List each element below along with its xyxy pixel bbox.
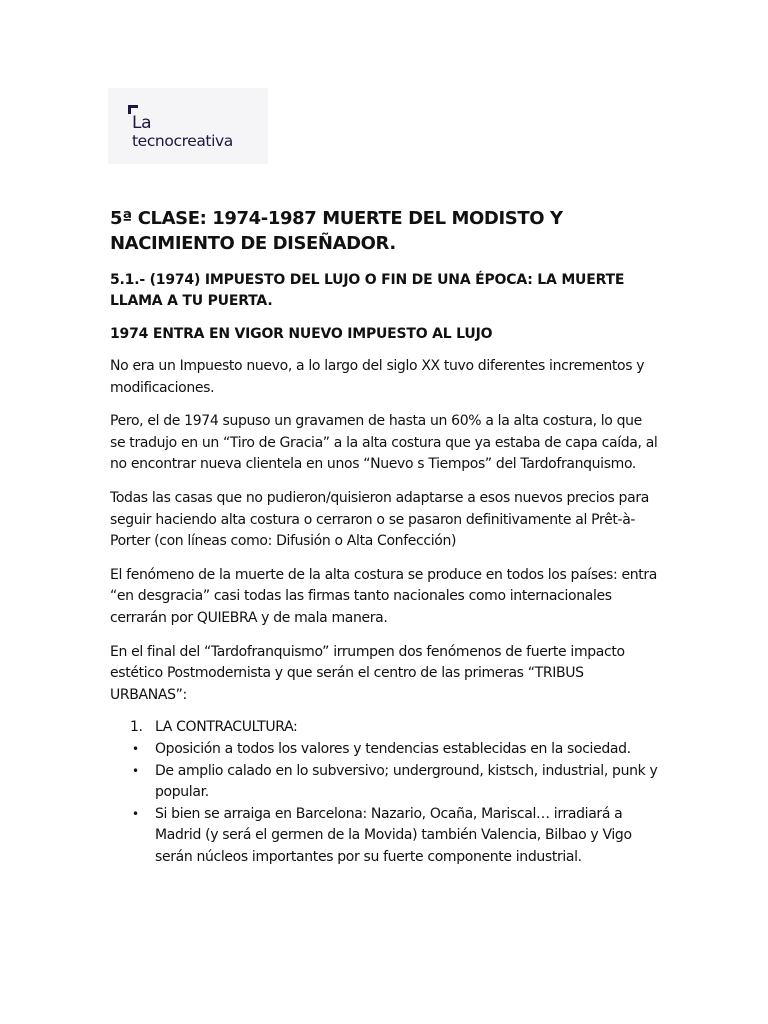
paragraph-3: Todas las casas que no pudieron/quisieron adaptarse a esos nuevos precios para seguir haciendo alta costura o cerraron o se pasaron definitivamente al Prêt-à-Porter (con líneas como: Difusión o Alta Confección) — [110, 489, 649, 550]
document-body — [110, 206, 660, 868]
section-heading: 5.1.- (1974) IMPUESTO DEL LUJO O FIN DE UNA ÉPOCA: LA MUERTE LLAMA A TU PUERTA. — [110, 272, 625, 309]
list-item — [110, 761, 660, 804]
company-logo — [108, 88, 268, 164]
paragraph-2: Pero, el de 1974 supuso un gravamen de hasta un 60% a la alta costura, lo que se tradujo en un “Tiro de Gracia” a la alta costura que ya estaba de capa caída, al no encontrar nueva clientela en unos “Nuevo s Tiempos” del Tardofranquismo. — [110, 413, 658, 473]
bullet-icon: • — [132, 741, 139, 756]
list-item-text: Si bien se arraiga en Barcelona: Nazario, Ocaña, Mariscal… irradiará a Madrid (y será el germen de la Movida) también Valencia, Bilbao y Vigo serán núcleos importantes por su fuerte componente industrial. — [155, 805, 632, 865]
logo-text-line-1: La — [132, 113, 152, 133]
list-item — [110, 804, 660, 869]
list-item-text: De amplio calado en lo subversivo; underground, kistsch, industrial, punk y popular. — [155, 762, 658, 801]
list-item-text: Oposición a todos los valores y tendencias establecidas en la sociedad. — [155, 740, 631, 757]
list-item — [110, 717, 660, 739]
list-item — [110, 739, 660, 761]
paragraph-4: El fenómeno de la muerte de la alta costura se produce en todos los países: entra “en desgracia” casi todas las firmas tanto nacionales como internacionales cerrarán por QUIEBRA y de mala manera. — [110, 566, 658, 626]
list-item-text: LA CONTRACULTURA: — [155, 719, 298, 736]
paragraph-1: No era un Impuesto nuevo, a lo largo del siglo XX tuvo diferentes incrementos y modificaciones. — [110, 358, 645, 396]
subheading: 1974 ENTRA EN VIGOR NUEVO IMPUESTO AL LUJO — [110, 326, 493, 342]
document-title: 5ª CLASE: 1974-1987 MUERTE DEL MODISTO Y NACIMIENTO DE DISEÑADOR. — [110, 208, 563, 254]
paragraph-5: En el final del “Tardofranquismo” irrumpen dos fenómenos de fuerte impacto estético Postmodernista y que serán el centro de las primeras “TRIBUS URBANAS”: — [110, 643, 625, 703]
bullet-icon: • — [132, 763, 139, 778]
list-number: 1. — [130, 719, 143, 736]
bullet-icon: • — [132, 806, 139, 821]
contracultura-list — [110, 717, 660, 868]
logo-text-line-2: tecnocreativa — [132, 132, 233, 150]
